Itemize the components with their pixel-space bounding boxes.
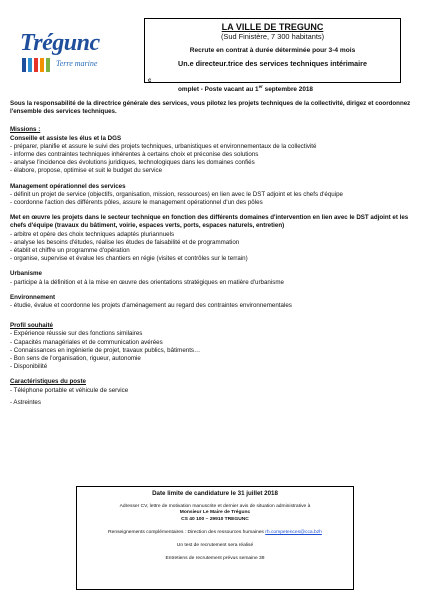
mission-heading: Met en œuvre les projets dans le secteur technique en fonction des différents domaines d'intervention en lien avec le DST adjoint et les chefs d'équipe (travaux du bâtiment, voirie, espaces verts, ports, espaces naturels, entretien) [10,214,409,230]
vacancy-sup: er [258,84,263,89]
list-item: - Téléphone portable et véhicule de service [10,386,129,394]
profile-list [10,330,414,371]
missions-title: Missions : [10,126,41,134]
mission-heading: Environnement [10,293,56,301]
list-item: - établit et chiffre un programme d'opération [10,247,130,255]
list-item: - coordonne l'action des différents pôles, assure le management opérationnel d'un des pôles [10,199,263,207]
header-box [144,18,401,83]
header-stray-c: c [148,78,152,84]
mission-list [10,302,414,310]
profile-title: Profil souhaité [10,322,53,330]
list-item: - participe à la définition et à la mise en œuvre des orientations stratégiques en matière d'urbanisme [10,278,284,286]
header-post: Un.e directeur.trice des services techniques intérimaire [178,58,367,68]
list-item: - élabore, propose, optimise et suit le budget du service [10,167,163,175]
list-item: - analyse l'incidence des évolutions juridiques, technologiques dans les domaines confiés [10,159,255,167]
characteristics-title: Caractéristiques du poste [10,378,86,386]
list-item: - Expérience réussie sur des fonctions similaires [10,330,143,338]
address-line: CS 40 100 – 29910 TREGUNC [181,516,249,522]
list-item: - arbitre et opère des choix techniques adaptés pluriannuels [10,230,175,238]
email-link[interactable]: rh.competences@cca.bzh [265,529,322,535]
mission-list [10,191,414,207]
list-item: - Capacités managériales et de communication avérées [10,338,163,346]
application-box [76,486,354,590]
logo-tagline: Terre marine [56,59,98,68]
interviews-line: Entretiens de recrutement prévus semaine 39 [165,556,265,562]
vacancy-suffix: septembre 2018 [262,86,313,94]
treguntc-logo [16,30,112,82]
main-content [10,100,414,407]
address-line: Monsieur Le Maire de Trégunc [179,510,251,516]
address-block [77,504,353,523]
header-title: LA VILLE DE TREGUNC [221,22,324,32]
vacancy-line [178,84,313,93]
mission-heading: Management opérationnel des services [10,182,126,190]
list-item: - Bon sens de l'organisation, rigueur, autonomie [10,355,141,363]
info-line [77,530,353,536]
header-subtitle: (Sud Finistère, 7 300 habitants) [220,31,325,41]
mission-list [10,279,414,287]
characteristics-list [10,387,414,407]
list-item: - préparer, planifie et assure le suivi des projets techniques, urbanistiques et environnementaux de la collectivité [10,142,317,150]
list-item: - organise, supervise et évalue les chantiers en régie (visites et contrôles sur le terrain) [10,255,248,263]
list-item: - informe des contraintes techniques inhérentes à certains choix et préconise des solutions [10,151,259,159]
deadline: Date limite de candidature le 31 juillet 2018 [152,490,278,497]
test-line: Un test de recrutement sera réalisé [176,543,254,549]
list-item: - Disponibilité [10,363,48,371]
mission-heading: Conseille et assiste les élus et la DGS [10,134,122,142]
header-contract: Recrute en contrat à durée déterminée pour 3-4 mois [189,46,356,54]
intro-paragraph: Sous la responsabilité de la directrice générale des services, vous pilotez les projets techniques de la collectivité, dirigez et coordonnez l'ensemble des services techniques. [10,100,411,116]
logo-wordmark: Trégunc [20,30,100,56]
logo-stripes-icon [22,58,54,72]
mission-list [10,143,414,176]
list-item: - étudie, évalue et coordonne les projets d'aménagement au regard des contraintes environnementales [10,302,292,310]
list-item: - analyse les besoins d'études, réalise les études de faisabilité et de programmation [10,238,240,246]
mission-list [10,231,414,264]
mission-heading: Urbanisme [10,270,42,278]
info-prefix: Renseignements complémentaires : Direction des ressources humaines [108,529,266,535]
list-item: - Astreintes [10,398,41,406]
list-item: - Connaissances en ingénierie de projet, travaux publics, bâtiments… [10,346,201,354]
list-item: - définit un projet de service (objectifs, organisation, mission, ressources) en lien avec le DST adjoint et les chefs d'équipe [10,190,343,198]
vacancy-prefix: omplet - Poste vacant au 1 [178,86,259,94]
address-line: Adresser CV, lettre de motivation manuscrite et dernier avis de situation administrative à [119,504,311,510]
